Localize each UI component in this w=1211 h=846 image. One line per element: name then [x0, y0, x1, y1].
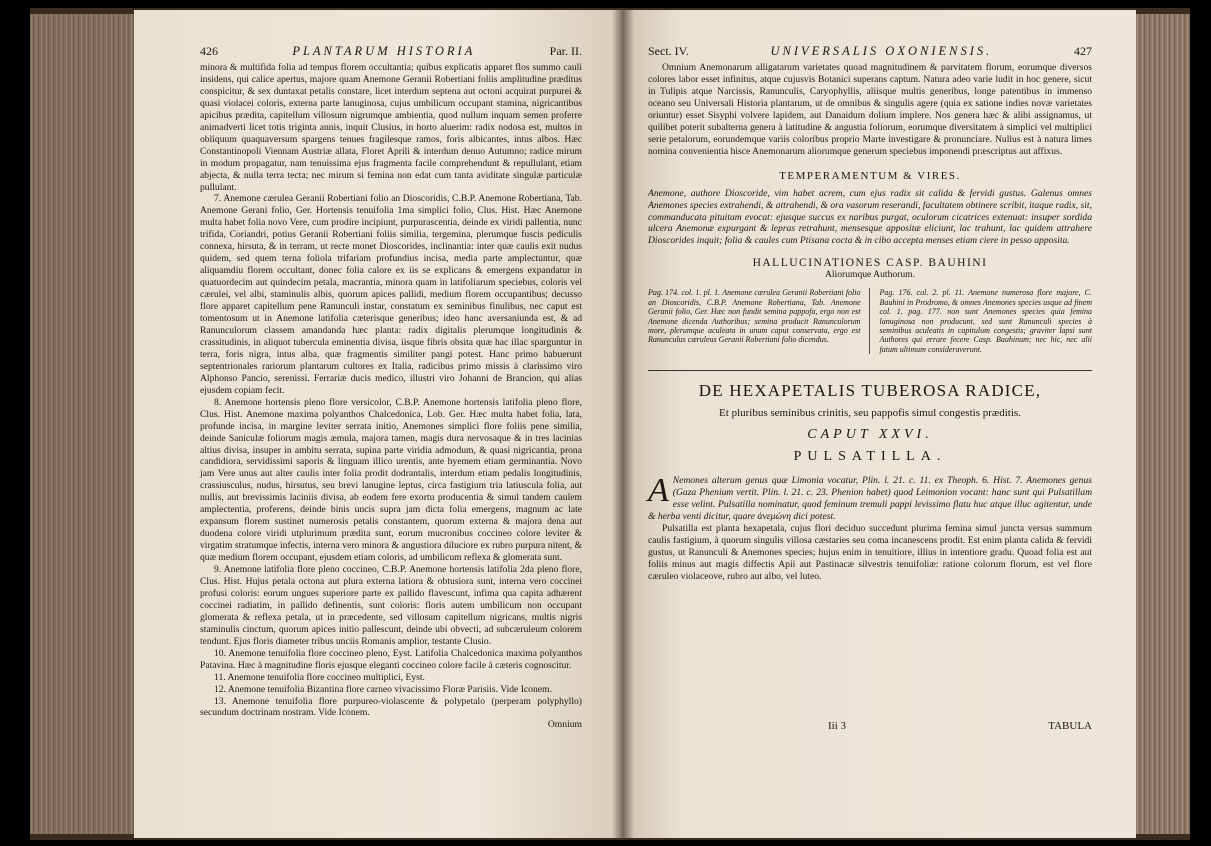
right-page-header	[648, 44, 1092, 59]
temperamentum-text	[648, 188, 1092, 248]
plant-title: PULSATILLA.	[793, 449, 947, 465]
intro-sentence: Nemones alterum genus quæ Limonia vocatur, Plin. l. 21. c. 11. ex Theoph. 6. Hist. 7. Anemones genus (Gaza Phenium vertit. Plin. l. 21. c. 23. Phenion habet) quod Leimonion vocant: hanc sunt qui Pulsatillam esse velint. Pulsatilla nominatur, quod feminum tremuli pappi levissimo flatu huc atque illuc agitentur, unde & herba venti dicitur, quare ἀνεμώνη dici potest.	[648, 475, 1092, 523]
part-label: Par. II.	[549, 44, 582, 58]
paragraph: Omnium Anemonarum alligatarum varietates quoad magnitudinem & parvitatem florum, eorumque diversos colores labor esset infinitus, atque cujusvis Botanici superans captum. Natura adeo varie ludit in hoc genere, sicut in Tulipis atque Narcissis, Ranunculis, Caryophyllis, aliisque multis generibus, longe patentibus in immenso oceano seu Universali Historia plantarum, ut de omnibus & singulis agere (quia ex satione indies novæ varietates oriuntur) esset Sisyphi volvere lapidem, aut Danaidum dolium implere. Nos genera hæc & alibi assignamus, ut quilibet poterit subalterna genera à latitudine & angustia foliorum, eorumque diversitatem à simplici vel multiplici serie petalorum, eorundemque variis coloribus proprio Marte investigare & pronunciare. Nullus est à natura limes nomina convenientia hisce Anemonarum aliorumque generum speciebus imponendi præscriptus aut affixus.	[648, 62, 1092, 157]
pulsatilla-text	[648, 472, 1092, 583]
intro-text	[648, 62, 1092, 158]
divider	[648, 370, 1092, 371]
note-column: Pag. 174. col. 1. pl. 1. Anemone cærulea Geranii Robertiani folio an Dioscoridis, C.B.P. Anemone Robertiana, Tab. Anemone Geranii folio, Ger. Hæc non fundit semina pappofa, ergo non est Anemone dicenda Authoribus; semina producit Ranunculorum more, plerumque aculeata in unum caput conservata, ergo est Ranunculus cæruleus Geranii Robertiani folio dicendus.	[648, 288, 870, 354]
left-page-body	[200, 62, 582, 731]
book-gutter	[612, 10, 634, 838]
left-page-header	[200, 44, 582, 59]
left-page-edges	[30, 14, 136, 834]
paragraph: 8. Anemone hortensis pleno flore versicolor, C.B.P. Anemone hortensis latifolia pleno flore, Clus. Hist. Anemone maxima polyanthos Chalcedonica, Lob. Ger. Hæc multa habet folia, lata, profunde incisa, in margine leviter serrata initio, Anemones simplici flore foliis pene similia, deinde Saniculæ foliorum magis æmula, majora tamen, magis dura nervosaque & in tres lacinias altius divisa, insuper in ambitu serrata, supina parte viridia admodum, & quasi nigricantia, prona candidiora, servidissimi saporis & linguam illico urentis, ante hyemem etiam germinantia. Novo jam Vere unus aut alter caulis inter folia prodit dodrantalis, interdum etiam pedalis longitudinis, crassiusculus, nudus, hirsutus, seu brevi lanugine leptus, circa fastigium tria latiuscula folia, aut nullis, aut brevissimis laciniis divisa, ab eodem fere exortu producentia & simul tandem caulem amplectentia, proferens, deinde binis uncis supra jam dicta folia emergens, magnum ac late expansum florem sustinet numerosis petalis constantem, quorum externa & majora dena aut duodena colore viridi utplurimum prædita sunt, eorum mucronibus coccineo colore leviter & virgatim stratumque infectis, interna vero minora & angustiora diluciore ex rubro purpura nitent, & quæ medium florem occupant, ejusdem etiam coloris, ad umbilicum reflexa & glomerata sunt.	[200, 396, 582, 564]
catchword: TABULA	[1048, 720, 1092, 732]
section-heading: TEMPERAMENTUM & VIRES.	[779, 169, 961, 182]
paragraph: 10. Anemone tenuifolia flore coccineo pleno, Eyst. Latifolia Chalcedonica maxima polyanthos Patavina. Hæc à magnitudine floris ejusque eleganti coccineo colore facile à cæteris cognoscitur.	[200, 647, 582, 671]
catchword: Omnium	[547, 719, 582, 731]
paragraph	[648, 472, 1092, 523]
paragraph: Anemone, authore Dioscoride, vim habet acrem, cum ejus radix sit calida & fervidi gustus. Galenus omnes Anemones species extrahendi, & attrahendi, & ora vasorum reserandi, facultatem obtinere scribit, itaque radix, sit, commanducata pituitam evocat: ejusque succus ex naribus purgat, oculorum cicatrices extenuat: insuper sordida ulcera Anemonæ expurgant & lepras retrahunt, mensesque appositæ eliciunt, lac trahunt, lac quidem attrahere Dioscorides inquit; folia & caules cum Ptisana cocta & in cibo accepta menses etiam ciere in pesso apposita.	[648, 187, 1092, 247]
right-page-edges	[1136, 14, 1190, 834]
chapter-number: CAPUT XXVI.	[807, 427, 933, 443]
notes-columns	[648, 288, 1092, 354]
running-title: UNIVERSALIS OXONIENSIS.	[770, 44, 993, 58]
chapter-title: DE HEXAPETALIS TUBEROSA RADICE,	[698, 381, 1042, 401]
paragraph: minora & multifida folia ad tempus florem occultantia; quibus explicatis apparet flos summo cauli insidens, qui calice apertus, majore quam Anemone Geranii Robertiani foliis amplitudine præditus conspicitur, & sex duntaxat petalis constare, licet interdum septena aut octoni acquirat purpurei & quasi violacei coloris, externa parte lanuginosa, cujus umbilicum occupant stamina, nigricantibus apicibus prædita, capitellum villosum nigrumque ambientia, quod nullum inquam semen proferre animadverti licet totis triginta annis, inquit Clusius, in horto aluerim: radix nodosa est, multos in obliquum quaquaversum spargens tenues fragilesque ramos, foris albicantes, intus albos. Hæc Constantinopoli Viennam Austriæ allata, Floret Aprili & interdum denuo Autumno; radice mirum in modum propagatur, nam tenuissima ejus fragmenta facile comprehendunt & repullulant, etiam abjecta, & nulla terra tecta; nec mirum si femina non edat cum tanta aviditate singulæ particulæ pullulant.	[200, 62, 582, 193]
signature-mark: Iii 3	[828, 720, 847, 732]
paragraph: 11. Anemone tenuifolia flore coccineo multiplici, Eyst.	[214, 671, 425, 683]
paragraph: 13. Anemone tenuifolia flore purpureo-violascente & polypetalo (perperam polyphyllo) secundum doctrinam nostram. Vide Iconem.	[200, 695, 582, 719]
page-footer	[648, 720, 1092, 732]
section-subheading: Aliorumque Authorum.	[824, 269, 916, 281]
right-page	[622, 10, 1136, 838]
page-number: 426	[200, 44, 218, 58]
page-number: 427	[1073, 44, 1092, 58]
section-label: Sect. IV.	[648, 44, 689, 58]
note-column: Pag. 176. col. 2. pl. 11. Anemone numerosa flore majore, C. Bauhini in Prodromo, & omnes Anemones species usque ad finem col. 1. pag. 177. non sunt Anemones species quia femina lanuginosa non producunt, sed sunt Ranunculi species à seminibus aculeatis in capitulum congestis; graviter lapsi sunt Authores qui errare fecere Casp. Bauhinum; nec hic, nec alii fatum ultimum consideraverunt.	[879, 288, 1092, 354]
running-title: PLANTARUM HISTORIA	[292, 44, 476, 58]
paragraph: 9. Anemone latifolia flore pleno coccineo, C.B.P. Anemone hortensis latifolia 2da pleno flore, Clus. Hist. Hujus petala octona aut plura externa latiora & obtusiora sunt, interna vero coccinei profusi coloris: eorum ungues superiore parte ex pallido flavescunt, infima qua capita adhærent coccinei radiatim, in pallido definentis, sunt coloris: floris autem umbilicum non occupant glomerata & reflexa petala, ut in præcedente, sed villosum capitellum nigricans, multis nigris staminulis cinctum, quorum apices initio pallescunt, deinde ubi obvecti, ad subcæruleum colorem tendunt. Ejus floris diameter tribus unciis Romanis amplior, testante Clusio.	[200, 564, 582, 647]
section-heading: HALLUCINATIONES CASP. BAUHINI	[752, 257, 988, 270]
chapter-subtitle: Et pluribus seminibus crinitis, seu pappofis simul congestis præditis.	[719, 407, 1021, 420]
left-page	[134, 10, 622, 838]
open-book	[30, 8, 1190, 840]
paragraph: 7. Anemone cærulea Geranii Robertiani folio an Dioscoridis, C.B.P. Anemone Robertiana, Tab. Anemone Gerani folio, Ger. Hortensis tenuifolia 1ma simplici folio, Clus. Hist. Hæc Anemone multa habet folia novo Vere, cum prodire incipiunt, purpurascentia, deinde ex viridi pallentia, nunc trifida, Coriandri, potius Geranii Robertiani foliis similia, tergemina, plerumque fuscis pediculis connexa, hirsuta, & in terram, ut recte monet Dioscorides, inclinantia: inter quæ caulis exit nudus quidem, sed quem terna foliola trifariam profundius incisa, media parte amplectuntur, quæ aliquamdiu florem occultant, donec folia calore ex iis se explicans & emergens expandatur in quatuordecim aut quindecim petala, macrantia, minora quam in latifoliarum speciebus, coloris vel cærulei, vel albi, staminulis albis, quorum apices pallidi, medium florem occupantibus; decusso flore apparet capitellum pene Ranunculi instar, constatum ex seminibus finulibus, nec caput est tomentosum ut in Anemone latifolia cæterisque generibus; ideo hanc aversaniunda est, & ad Ranunculorum classem amandanda hæc planta: radix digitalis plerumque longitudinis & crassitudinis, in aliquot tubercula eminentia divisa, iisque fibris obsita quæ hac illac sparguntur in terra, foris nigra, intus alba, quæ fragmentis similiter pangi potest. Hanc primo habuerunt septentrionales rariorum plantarum cultores ex Italia, radicibus primo missis à clarissimo viro Alphonso Pancio, serenissi. Ferrariæ ducis medico, illustri viro Johanni de Brancion, qui alias ejusdem copiam fecit.	[200, 193, 582, 396]
paragraph: Pulsatilla est planta hexapetala, cujus flori deciduo succedunt plurima femina simul juncta versus summum caulis fastigium, à quorum singulis villosa cæstaries seu coma incanescens prodit. Est enim planta calida & fervidi gustus, ut Ranunculi & Anemones species; hujus enim in tenuitiore, illius in intentiore gradu. Quoad folia est aut foliis minus aut magis diffectis Apii aut Pastinacæ silvestris tenuifoliæ: ratione colorum florum, est vel flore cæruleo violaceove, rubro aut albo, vel luteo.	[648, 523, 1092, 582]
paragraph: 12. Anemone tenuifolia Bizantina flore carneo vivacissimo Floræ Parisiis. Vide Iconem.	[214, 683, 552, 695]
drop-cap: A	[648, 472, 669, 510]
